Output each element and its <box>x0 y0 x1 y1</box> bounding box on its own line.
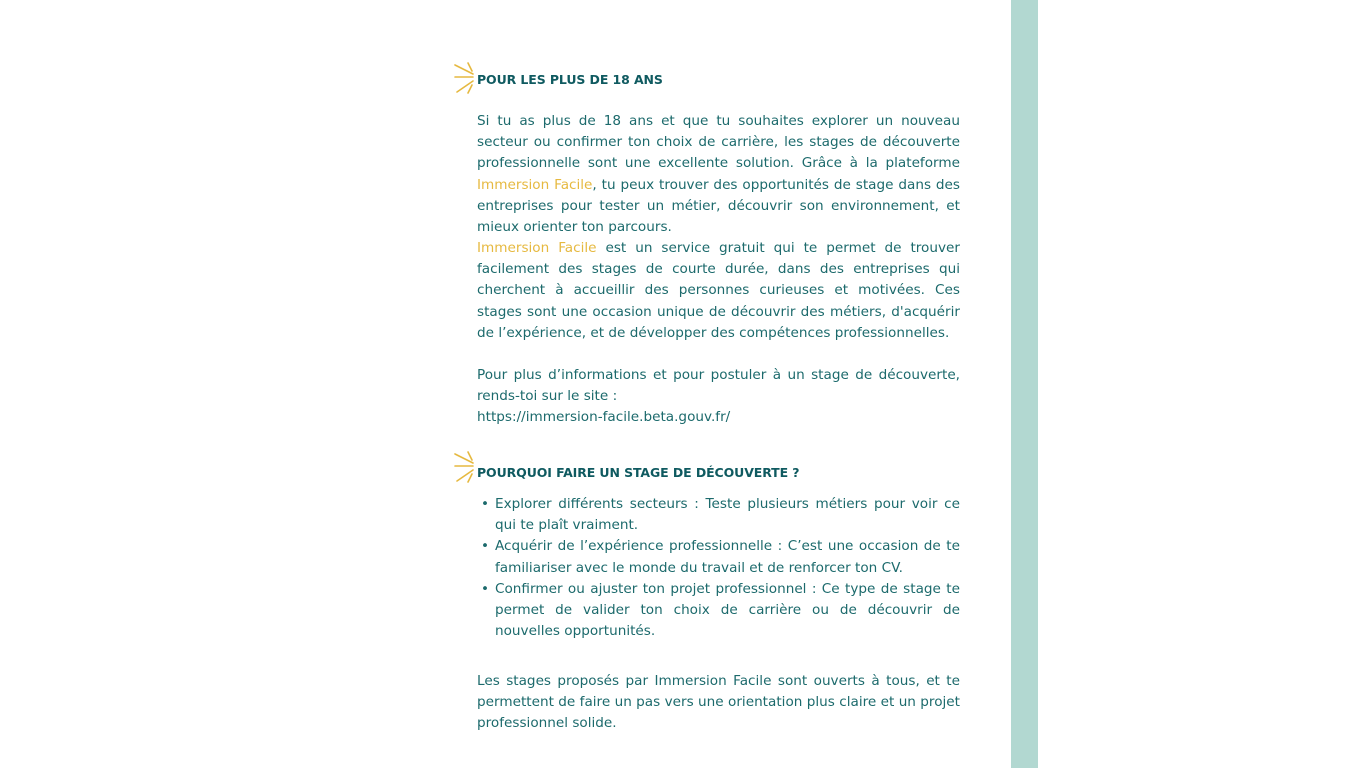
sparkle-burst-icon <box>453 60 477 96</box>
paragraph-info <box>477 365 960 429</box>
site-url-link[interactable]: https://immersion-facile.beta.gouv.fr/ <box>477 409 731 426</box>
section-heading-pourquoi: POURQUOI FAIRE UN STAGE DE DÉCOUVERTE ? <box>477 465 800 480</box>
benefits-list <box>477 494 960 642</box>
section-heading-plus-18: POUR LES PLUS DE 18 ANS <box>477 72 663 87</box>
paragraph-text: , tu peux trouver des opportunités de stage dans des entreprises pour tester un métier, découvrir son environnement, et mieux orienter ton parcours. <box>477 176 960 236</box>
sparkle-burst-icon <box>453 449 477 485</box>
bullet-icon: • <box>481 496 490 512</box>
bullet-icon: • <box>481 580 490 597</box>
paragraph-intro <box>477 111 960 238</box>
list-item-text: Confirmer ou ajuster ton projet professionnel : Ce type de stage te permet de valider ton choix de carrière ou de découvrir de nouvelles opportunités. <box>495 580 960 640</box>
side-bar-stripe <box>1011 0 1038 768</box>
bullet-icon: • <box>481 538 490 555</box>
list-item-text: Acquérir de l’expérience professionnelle : C’est une occasion de te familiariser avec le monde du travail et de renforcer ton CV. <box>495 538 960 576</box>
paragraph-text: est un service gratuit qui te permet de trouver facilement des stages de courte durée, dans des entreprises qui cherchent à accueillir des personnes curieuses et motivées. Ces stages sont une occasion unique de découvrir des métiers, d'acquérir de l’expérience, et de développer des compétences professionnelles. <box>477 240 960 341</box>
list-item-text: Explorer différents secteurs : Teste plusieurs métiers pour voir ce qui te plaît vraiment. <box>495 496 960 534</box>
list-item <box>477 494 960 536</box>
paragraph-text: Si tu as plus de 18 ans et que tu souhaites explorer un nouveau secteur ou confirmer ton choix de carrière, les stages de découverte professionnelle sont une excellente solution. Grâce à la plateforme <box>477 113 960 172</box>
paragraph-text: Pour plus d’informations et pour postuler à un stage de découverte, rends-toi sur le site : <box>477 367 960 405</box>
immersion-facile-link[interactable]: Immersion Facile <box>477 176 593 193</box>
list-item <box>477 536 960 578</box>
paragraph-closing: Les stages proposés par Immersion Facile sont ouverts à tous, et te permettent de faire un pas vers une orientation plus claire et un projet professionnel solide. <box>477 673 960 732</box>
list-item <box>477 579 960 643</box>
immersion-facile-link[interactable]: Immersion Facile <box>477 240 597 256</box>
paragraph-service <box>477 238 960 344</box>
